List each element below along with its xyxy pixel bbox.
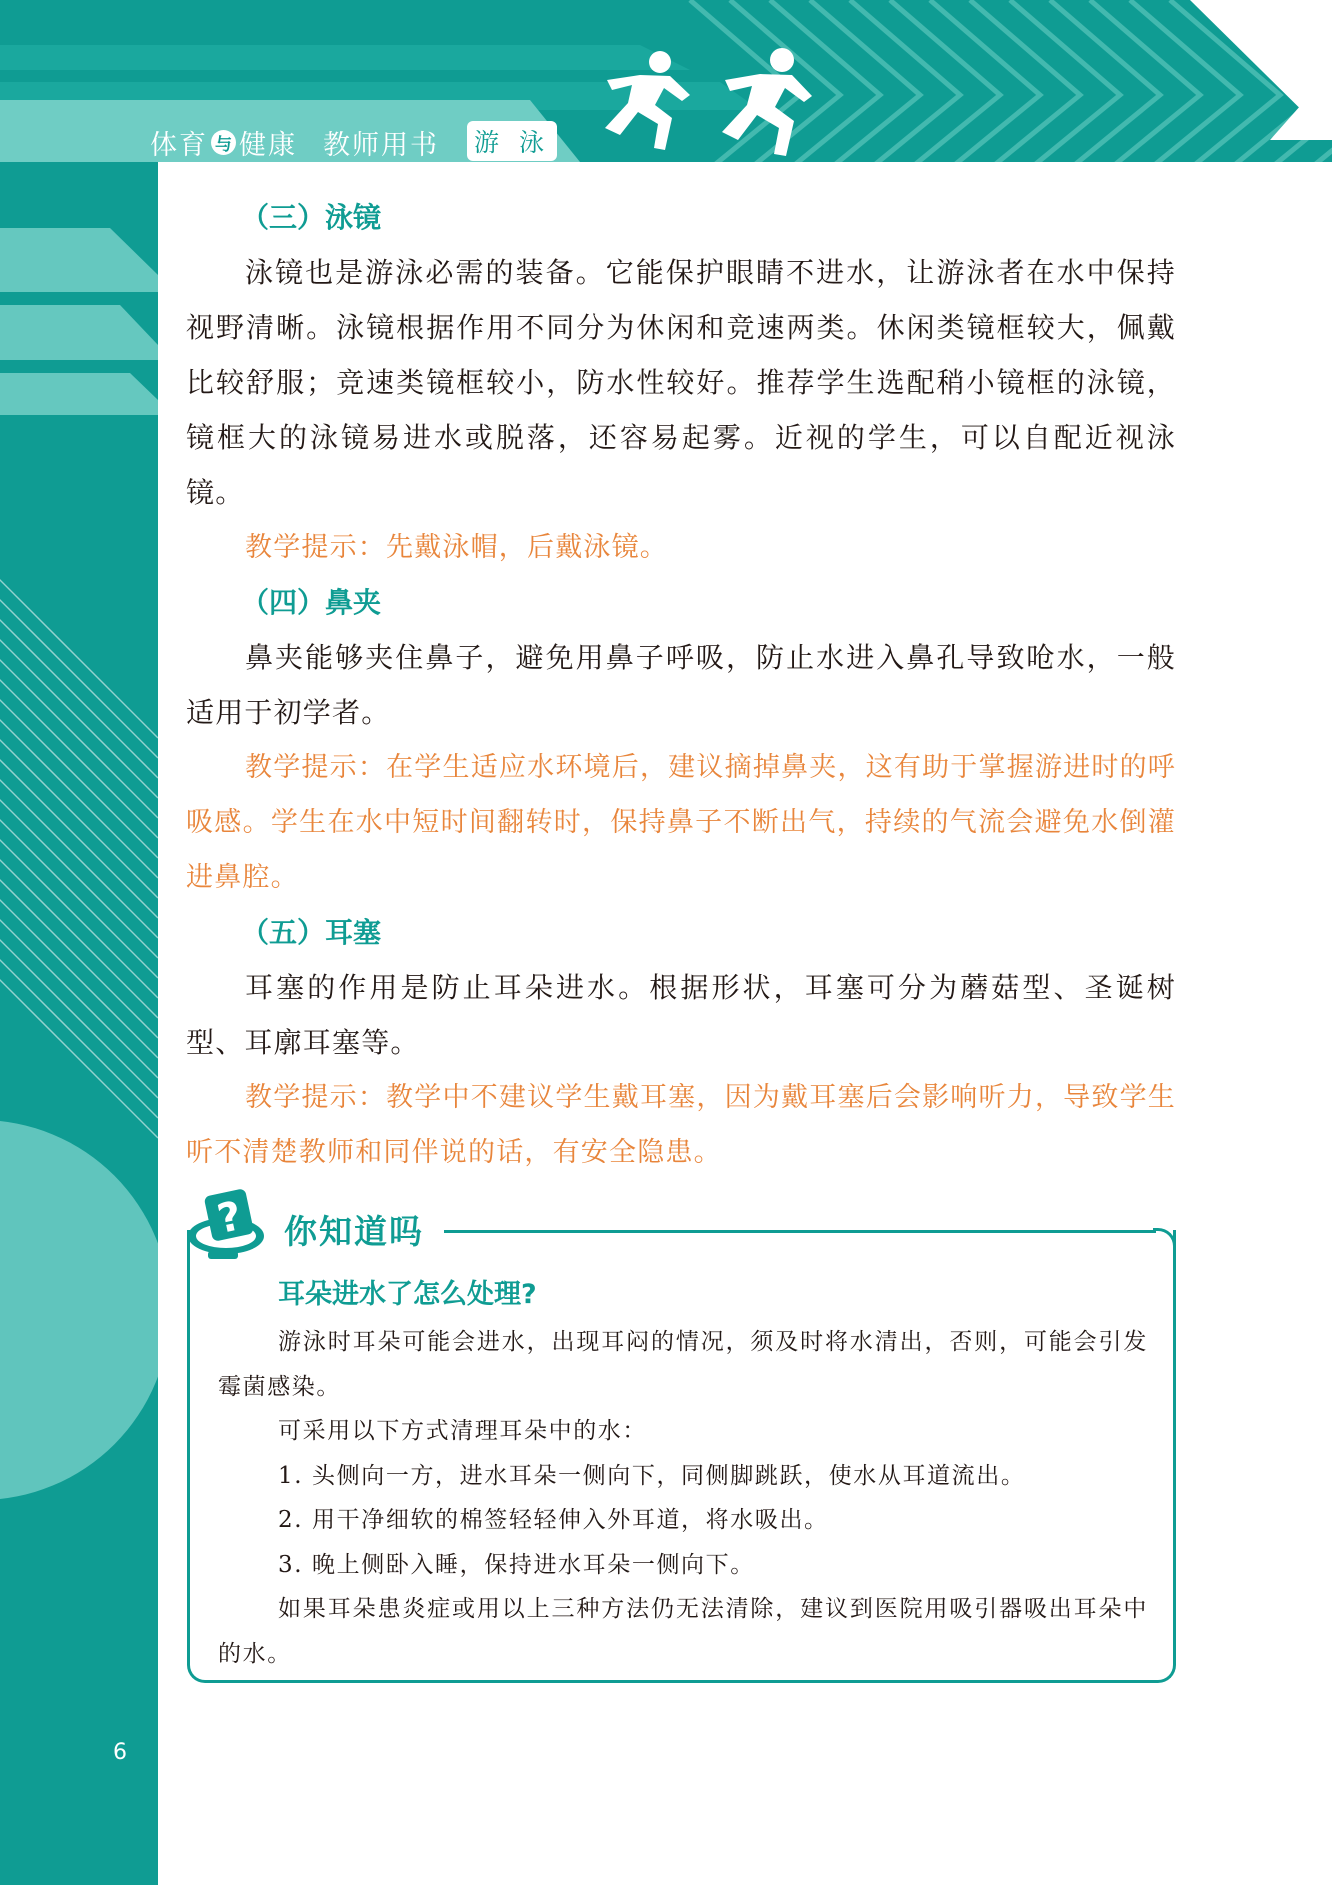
title-part2: 健康 xyxy=(239,129,297,161)
section-paragraph: 泳镜也是游泳必需的装备。它能保护眼睛不进水，让游泳者在水中保持视野清晰。泳镜根据作用不同分为休闲和竞速两类。休闲类镜框较大，佩戴比较舒服；竞速类镜框较小，防水性较好。推荐学生选配稍小镜框的泳镜，镜框大的泳镜易进水或脱落，还容易起雾。近视的学生，可以自配近视泳镜。 xyxy=(186,256,1176,509)
did-you-know-content xyxy=(218,1270,1148,1676)
section-heading: （三）泳镜 xyxy=(241,201,382,234)
box-intro: 游泳时耳朵可能会进水，出现耳闷的情况，须及时将水清出，否则，可能会引发霉菌感染。 xyxy=(218,1329,1148,1400)
method-item: 1. 头侧向一方，进水耳朵一侧向下，同侧脚跳跃，使水从耳道流出。 xyxy=(278,1462,1026,1489)
title-connector-badge: 与 xyxy=(211,130,236,155)
section-heading: （五）耳塞 xyxy=(241,916,382,949)
teaching-tip: 教学提示：教学中不建议学生戴耳塞，因为戴耳塞后会影响听力，导致学生听不清楚教师和同伴说的话，有安全隐患。 xyxy=(186,1082,1176,1168)
section-heading: （四）鼻夹 xyxy=(241,586,382,619)
box-methods-intro: 可采用以下方式清理耳朵中的水： xyxy=(278,1418,647,1444)
page-number: 6 xyxy=(113,1740,127,1765)
did-you-know-question: 耳朵进水了怎么处理? xyxy=(278,1279,537,1310)
section-nose-clip xyxy=(186,575,1176,905)
section-earplugs xyxy=(186,905,1176,1180)
box-conclusion: 如果耳朵患炎症或用以上三种方法仍无法清除，建议到医院用吸引器吸出耳朵中的水。 xyxy=(218,1596,1148,1667)
section-goggles xyxy=(186,190,1176,575)
question-bubble-icon xyxy=(186,1188,276,1268)
did-you-know-header xyxy=(186,1188,1176,1268)
did-you-know-title: 你知道吗 xyxy=(284,1212,424,1251)
page-header xyxy=(0,0,1332,185)
section-paragraph: 耳塞的作用是防止耳朵进水。根据形状，耳塞可分为蘑菇型、圣诞树型、耳廓耳塞等。 xyxy=(186,971,1176,1059)
teaching-tip: 教学提示：在学生适应水环境后，建议摘掉鼻夹，这有助于掌握游进时的呼吸感。学生在水中短时间翻转时，保持鼻子不断出气，持续的气流会避免水倒灌进鼻腔。 xyxy=(186,752,1176,893)
method-item: 2. 用干净细软的棉签轻轻伸入外耳道，将水吸出。 xyxy=(278,1507,829,1533)
left-decorative-band xyxy=(0,0,158,1885)
method-item: 3. 晚上侧卧入睡，保持进水耳朵一侧向下。 xyxy=(278,1551,755,1578)
title-part1: 体育 xyxy=(150,129,208,161)
title-rule xyxy=(444,1230,1156,1233)
subject-tag: 游 泳 xyxy=(467,121,557,161)
book-title xyxy=(150,122,439,162)
teaching-tip: 教学提示：先戴泳帽，后戴泳镜。 xyxy=(245,532,668,563)
title-part3: 教师用书 xyxy=(323,129,439,161)
main-content xyxy=(186,190,1176,1180)
svg-text:?: ? xyxy=(213,1193,246,1243)
section-paragraph: 鼻夹能够夹住鼻子，避免用鼻子呼吸，防止水进入鼻孔导致呛水，一般适用于初学者。 xyxy=(186,641,1176,729)
